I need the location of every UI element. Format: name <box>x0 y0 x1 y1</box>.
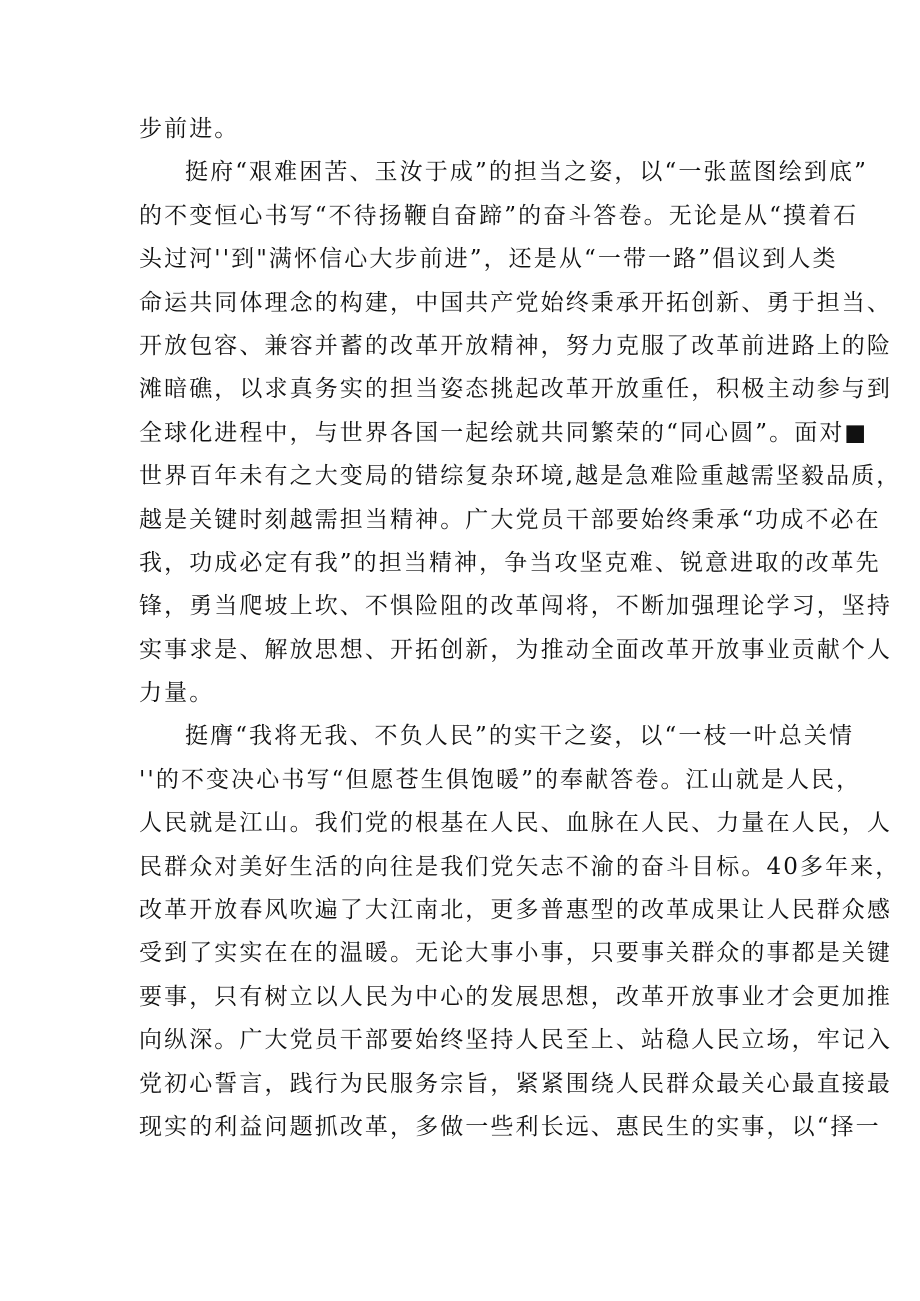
text-line: 受到了实实在在的温暖。无论大事小事，只要事关群众的事都是关键 <box>139 940 892 967</box>
text-line: 越是关键时刻越需担当精神。广大党员干部要始终秉承“功成不必在 <box>139 506 881 533</box>
text-line: 力量。 <box>139 680 215 707</box>
text-line: 锋，勇当爬坡上坎、不惧险阻的改革闯将，不断加强理论学习，坚持 <box>139 593 892 620</box>
text-line: 命运共同体理念的构建，中国共产党始终秉承开拓创新、勇于担当、 <box>139 289 892 316</box>
text-line: 世界百年未有之大变局的错综复杂环境,越是急难险重越需坚毅品质， <box>139 463 902 490</box>
text-line: 要事，只有树立以人民为中心的发展思想，改革开放事业才会更加推 <box>139 983 892 1010</box>
paragraph-people-centered <box>139 715 901 1149</box>
text-line: 步前进。 <box>139 116 240 142</box>
text-line: 头过河''到"满怀信心大步前进”，还是从“一带一路”倡议到人类 <box>139 246 838 273</box>
text-line: 现实的利益问题抓改革，多做一些利长远、惠民生的实事，以“择一 <box>139 1113 881 1140</box>
text-line: 人民就是江山。我们党的根基在人民、血脉在人民、力量在人民，人 <box>139 810 892 837</box>
text-line: 的不变恒心书写“不待扬鞭自奋蹄”的奋斗答卷。无论是从“摸着石 <box>139 202 859 229</box>
text-line: 实事求是、解放思想、开拓创新，为推动全面改革开放事业贡献个人 <box>139 636 892 663</box>
text-line: 我，功成必定有我”的担当精神，争当攻坚克难、锐意进取的改革先 <box>139 549 881 576</box>
document-body <box>139 108 902 1149</box>
text-line: ''的不变决心书写“但愿苍生俱饱暖”的奉献答卷。江山就是人民， <box>139 766 862 793</box>
text-line: 民群众对美好生活的向往是我们党矢志不渝的奋斗目标。40多年来， <box>139 853 901 880</box>
paragraph-reform-responsibility <box>139 151 902 715</box>
text-line: 党初心誓言，践行为民服务宗旨，紧紧围绕人民群众最关心最直接最 <box>139 1070 892 1097</box>
text-line: 挺府“艰难困苦、玉汝于成”的担当之姿，以“一张蓝图绘到底” <box>185 159 868 186</box>
text-line: 滩暗礁，以求真务实的担当姿态挑起改革开放重任，积极主动参与到 <box>139 376 892 403</box>
text-line: 全球化进程中，与世界各国一起绘就共同繁荣的“同心圆”。面对■ <box>139 419 869 446</box>
paragraph-continuation <box>139 108 794 151</box>
text-line: 改革开放春风吹遍了大江南北，更多普惠型的改革成果让人民群众感 <box>139 897 892 924</box>
text-line: 开放包容、兼容并蓄的改革开放精神，努力克服了改革前进路上的险 <box>139 332 892 359</box>
text-line: 挺膺“我将无我、不负人民”的实干之姿，以“一枝一叶总关情 <box>185 723 855 750</box>
text-line: 向纵深。广大党员干部要始终坚持人民至上、站稳人民立场，牢记入 <box>139 1027 892 1054</box>
